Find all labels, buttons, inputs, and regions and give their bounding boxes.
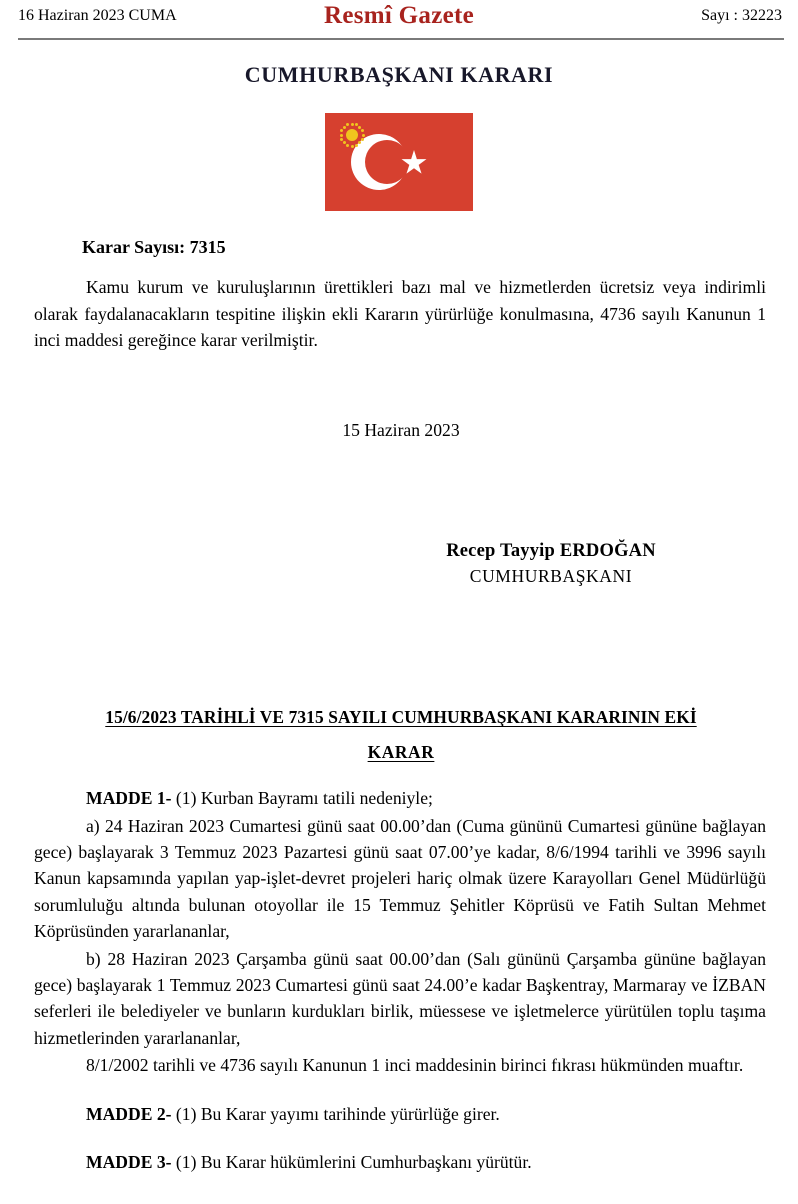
masthead-divider — [18, 38, 784, 40]
decision-date: 15 Haziran 2023 — [342, 420, 460, 441]
article-item — [26, 1101, 776, 1127]
masthead-issue: Sayı : 32223 — [701, 7, 782, 24]
signatory-name: Recep Tayyip ERDOĞAN — [446, 541, 656, 562]
sun-ray — [340, 129, 343, 132]
crescent-cutout — [365, 140, 409, 184]
decision-number: Karar Sayısı: 7315 — [82, 237, 226, 257]
article-text: (1) Kurban Bayramı tatili nedeniyle; — [171, 788, 433, 809]
article-text: a) 24 Haziran 2023 Cumartesi günü saat 00.00’dan (Cuma gününü Cumartesi gününe bağlayan gece) başlayarak 3 Temmuz 2023 Pazartesi günü saat 07.00’ye kadar, 8/6/1994 tarihli ve 3996 sayılı Kanun kapsamında yapılan yap-işlet-devret projeleri hariç olmak üzere Karayolları Genel Müdürlüğü sorumluluğu altında bulunan otoyollar ile 15 Temmuz Şehitler Köprüsü ve Fatih Sultan Mehmet Köprüsünden yararlananlar, — [34, 815, 766, 942]
article-text: 8/1/2002 tarihli ve 4736 sayılı Kanunun 1 inci maddesinin birinci fıkrası hükmünden muaftır. — [86, 1055, 744, 1076]
sun-ray — [358, 126, 361, 129]
sun-ray — [351, 145, 354, 148]
sun-ray — [346, 123, 349, 126]
sun-ray — [340, 138, 343, 141]
sun-ray — [355, 123, 358, 126]
article-label: MADDE 3- — [86, 1151, 172, 1172]
sun-ray — [340, 134, 343, 137]
signatory-role: CUMHURBAŞKANI — [469, 566, 633, 587]
sun-ray — [351, 123, 354, 126]
article-label: MADDE 1- — [86, 788, 172, 809]
annex-heading — [26, 707, 776, 763]
sun-ray — [343, 141, 346, 144]
masthead-date: 16 Haziran 2023 CUMA — [18, 7, 177, 24]
article-label: MADDE 2- — [86, 1103, 172, 1124]
annex-heading-line-1: 15/6/2023 TARİHLİ VE 7315 SAYILI CUMHURBAŞKANI KARARININ EKİ — [105, 707, 697, 728]
document-body — [0, 237, 798, 1175]
sun-icon — [338, 121, 366, 149]
article-item — [26, 946, 776, 1052]
gazette-title: Resmî Gazete — [323, 2, 475, 29]
annex-heading-line-2: KARAR — [367, 742, 435, 763]
article-text: b) 28 Haziran 2023 Çarşamba günü saat 00.00’dan (Salı gününü Çarşamba gününe bağlayan gece) başlayarak 1 Temmuz 2023 Cumartesi günü saat 24.00’e kadar Başkentray, Marmaray ve İZBAN seferleri ile belediyeler ve bunların kurdukları birlik, müessese ve işletmelerce yürütülen toplu taşıma hizmetlerinden yararlananlar, — [34, 948, 766, 1048]
article-text: (1) Bu Karar yayımı tarihinde yürürlüğe girer. — [171, 1103, 500, 1124]
preamble-paragraph: Kamu kurum ve kuruluşlarının ürettikleri bazı mal ve hizmetlerden ücretsiz veya indirimli olarak faydalanacakların tespitine ilişkin ekli Kararın yürürlüğe konulmasına, 4736 sayılı Kanunun 1 inci maddesi gereğince karar verilmiştir. — [34, 277, 766, 351]
masthead — [0, 0, 798, 40]
article-item — [26, 785, 776, 811]
turkish-presidential-emblem-icon — [325, 113, 473, 211]
sun-core — [346, 129, 358, 141]
articles-list — [26, 785, 776, 1175]
sun-ray — [355, 144, 358, 147]
signature-block — [26, 541, 776, 587]
article-item — [26, 1052, 776, 1078]
emblem-container — [0, 113, 798, 211]
article-item — [26, 1149, 776, 1175]
article-text: (1) Bu Karar hükümlerini Cumhurbaşkanı yürütür. — [171, 1151, 532, 1172]
sun-ray — [362, 134, 365, 137]
sun-ray — [343, 126, 346, 129]
sun-ray — [346, 144, 349, 147]
sun-ray — [361, 138, 364, 141]
page-title: CUMHURBAŞKANI KARARI — [244, 62, 554, 87]
sun-ray — [358, 141, 361, 144]
article-item — [26, 813, 776, 945]
sun-ray — [361, 129, 364, 132]
